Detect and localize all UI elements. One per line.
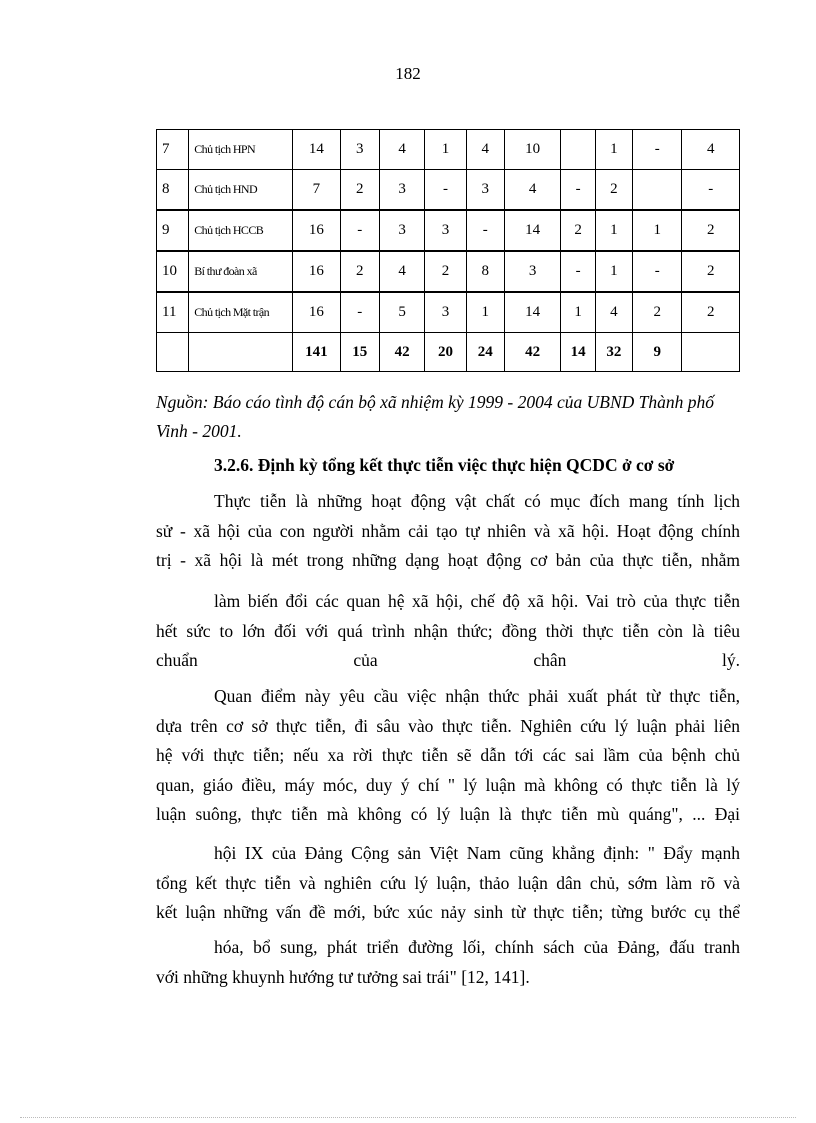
total-cell: 42 — [504, 333, 560, 372]
table-cell: - — [633, 130, 682, 170]
row-index-cell: 7 — [157, 130, 189, 170]
page-number: 182 — [395, 64, 421, 83]
table-cell: 3 — [466, 170, 504, 211]
text-line: quan, giáo điều, máy móc, duy ý chí " lý luận mà không có thực tiễn là lý — [156, 774, 740, 795]
table-cell: 3 — [379, 210, 424, 251]
text-line: kết luận những vấn đề mới, bức xúc nảy sinh từ thực tiễn; từng bước cụ thể — [156, 902, 740, 922]
text-line: luận suông, thực tiễn mà không có lý luận là thực tiễn mù quáng", ... Đại — [156, 804, 740, 824]
table-cell: 14 — [504, 210, 560, 251]
text-line: dựa trên cơ sở thực tiễn, đi sâu vào thực tiễn. Nghiên cứu lý luận phải liên — [156, 715, 740, 736]
table-cell: 1 — [595, 251, 632, 292]
table-cell: - — [340, 292, 379, 333]
text-line: làm biến đổi các quan hệ xã hội, chế độ xã hội. Vai trò của thực tiễn — [214, 591, 740, 611]
table-row — [157, 170, 740, 211]
paragraph — [156, 682, 740, 830]
table-cell: 2 — [561, 210, 595, 251]
total-cell — [157, 333, 189, 372]
total-cell: 14 — [561, 333, 595, 372]
paragraph — [156, 839, 740, 928]
text-line: hệ với thực tiễn; nếu xa rời thực tiễn sẽ dẫn tới các sai lầm của bệnh chủ — [156, 745, 740, 765]
table-cell: 16 — [293, 251, 340, 292]
table-cell: 2 — [682, 251, 740, 292]
table-cell: 1 — [633, 210, 682, 251]
text-line: Thực tiễn là những hoạt động vật chất có mục đích mang tính lịch — [214, 491, 740, 511]
position-name-cell: Chủ tịch Mặt trận — [189, 292, 293, 333]
table-cell: 4 — [595, 292, 632, 333]
total-cell: 42 — [379, 333, 424, 372]
paragraph — [156, 487, 740, 576]
section-heading: 3.2.6. Định kỳ tổng kết thực tiễn việc thực hiện QCDC ở cơ sở — [214, 455, 675, 475]
text-line: Quan điểm này yêu cầu việc nhận thức phải xuất phát từ thực tiễn, — [214, 686, 740, 706]
table-row — [157, 251, 740, 292]
table-cell: 4 — [682, 130, 740, 170]
table-cell: 14 — [504, 292, 560, 333]
row-index-cell: 8 — [157, 170, 189, 211]
table-cell: - — [466, 210, 504, 251]
table-cell: 1 — [425, 130, 466, 170]
total-cell: 32 — [595, 333, 632, 372]
row-index-cell: 11 — [157, 292, 189, 333]
total-cell: 141 — [293, 333, 340, 372]
text-line: hóa, bổ sung, phát triển đường lối, chính sách của Đảng, đấu tranh — [214, 937, 740, 957]
table-cell: 1 — [466, 292, 504, 333]
table-cell: 4 — [379, 130, 424, 170]
table-cell: 14 — [293, 130, 340, 170]
table-cell: - — [633, 251, 682, 292]
text-line: hội IX của Đảng Cộng sản Việt Nam cũng khẳng định: " Đẩy mạnh — [214, 843, 740, 863]
text-line: với những khuynh hướng tư tưởng sai trái" [12, 141]. — [156, 966, 530, 987]
text-line: trị - xã hội là mét trong những dạng hoạt động cơ bản của thực tiễn, nhằm — [156, 550, 740, 570]
text-line: sử - xã hội của con người nhằm cải tạo tự nhiên và xã hội. Hoạt động chính — [156, 520, 740, 541]
table-cell: 1 — [595, 210, 632, 251]
total-cell — [189, 333, 293, 372]
page-bottom-divider — [20, 1117, 796, 1118]
total-cell: 20 — [425, 333, 466, 372]
row-index-cell: 9 — [157, 210, 189, 251]
table-cell — [561, 130, 595, 170]
cadre-statistics-table — [156, 129, 740, 372]
source-note: Nguồn: Báo cáo tình độ cán bộ xã nhiệm kỳ 1999 - 2004 của UBND Thành phố Vinh - 2001. — [156, 392, 714, 441]
table-cell: 8 — [466, 251, 504, 292]
totals-row — [157, 333, 740, 372]
total-cell: 24 — [466, 333, 504, 372]
position-name-cell: Chủ tịch HCCB — [189, 210, 293, 251]
table-cell: 2 — [633, 292, 682, 333]
table-cell: - — [561, 251, 595, 292]
total-cell: 9 — [633, 333, 682, 372]
table-cell: 10 — [504, 130, 560, 170]
table-cell: 3 — [425, 210, 466, 251]
table-cell: 4 — [379, 251, 424, 292]
table-cell: - — [682, 170, 740, 211]
total-cell — [682, 333, 740, 372]
row-index-cell: 10 — [157, 251, 189, 292]
table-cell: 2 — [425, 251, 466, 292]
table-cell: 2 — [682, 210, 740, 251]
paragraph — [156, 587, 740, 676]
text-line: chuẩn của chân lý. — [156, 650, 740, 670]
position-name-cell: Chủ tịch HND — [189, 170, 293, 211]
table-row — [157, 210, 740, 251]
table-cell: 3 — [425, 292, 466, 333]
position-name-cell: Chủ tịch HPN — [189, 130, 293, 170]
table-cell: 2 — [682, 292, 740, 333]
table-cell: 16 — [293, 210, 340, 251]
table-cell — [633, 170, 682, 211]
table-cell: 1 — [561, 292, 595, 333]
table-cell: 3 — [379, 170, 424, 211]
table-cell: - — [561, 170, 595, 211]
table-cell: 5 — [379, 292, 424, 333]
table-cell: 7 — [293, 170, 340, 211]
text-line: tổng kết thực tiễn và nghiên cứu lý luận, thảo luận dân chủ, sớm làm rõ và — [156, 872, 740, 893]
total-cell: 15 — [340, 333, 379, 372]
table-cell: 2 — [595, 170, 632, 211]
text-line: hết sức to lớn đối với quá trình nhận thức; đồng thời thực tiễn còn là tiêu — [156, 620, 740, 641]
table-cell: 4 — [504, 170, 560, 211]
table-cell: - — [340, 210, 379, 251]
table-row — [157, 130, 740, 170]
table-cell: 3 — [340, 130, 379, 170]
table-cell: 1 — [595, 130, 632, 170]
table-cell: 2 — [340, 170, 379, 211]
table-cell: 4 — [466, 130, 504, 170]
table-row — [157, 292, 740, 333]
table-cell: - — [425, 170, 466, 211]
table-cell: 2 — [340, 251, 379, 292]
paragraph — [156, 933, 740, 992]
position-name-cell: Bí thư đoàn xã — [189, 251, 293, 292]
table-cell: 3 — [504, 251, 560, 292]
table-cell: 16 — [293, 292, 340, 333]
